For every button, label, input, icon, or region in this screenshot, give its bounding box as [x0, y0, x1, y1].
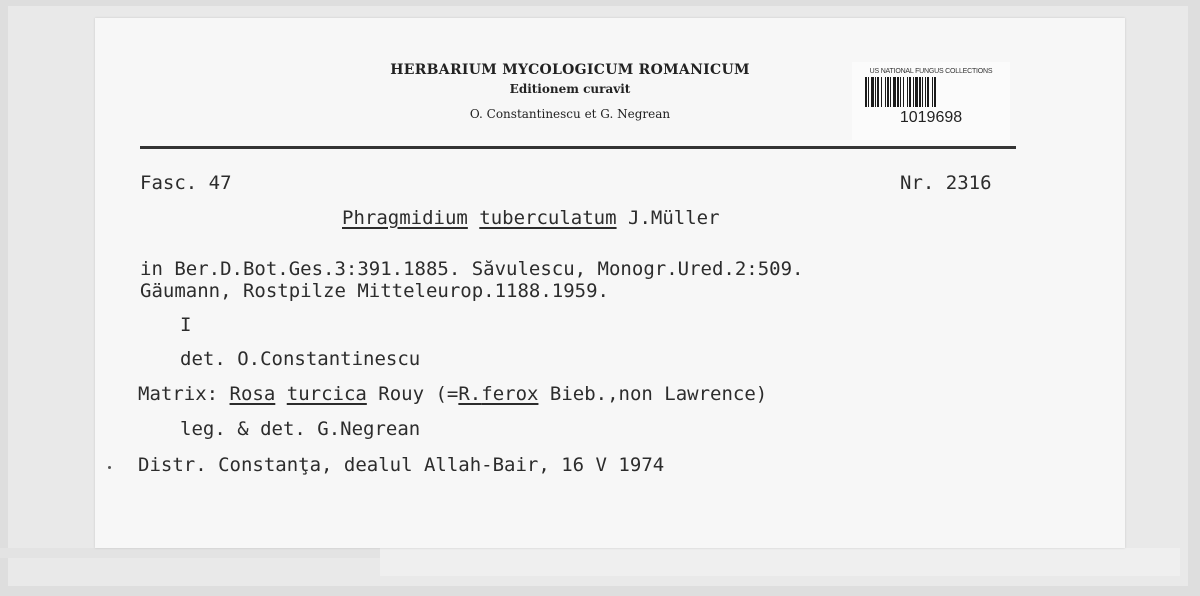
matrix-genus: Rosa: [229, 383, 276, 405]
species-epithet: tuberculatum: [479, 207, 617, 229]
spore-stage: I: [180, 314, 192, 336]
citation-line: Gäumann, Rostpilze Mitteleurop.1188.1959.: [140, 280, 609, 302]
barcode-number: 1019698: [899, 109, 963, 126]
matrix-line: [138, 383, 767, 405]
species-name: [342, 207, 720, 229]
herbarium-title: HERBARIUM MYCOLOGICUM ROMANICUM: [390, 62, 750, 78]
header-divider: [140, 146, 1016, 149]
citation-line: in Ber.D.Bot.Ges.3:391.1885. Săvulescu, Monogr.Ured.2:509.: [140, 258, 804, 280]
barcode-label: [852, 62, 1010, 140]
herbarium-editors: O. Constantinescu et G. Negrean: [469, 107, 671, 121]
label-header: [300, 60, 840, 126]
fascicle-number: Fasc. 47: [140, 172, 232, 194]
locality: Distr. Constanţa, dealul Allah-Bair, 16 V 1974: [138, 454, 665, 476]
matrix-rest: Bieb.,non Lawrence): [549, 383, 768, 405]
matrix-syn-epithet: ferox: [481, 383, 539, 405]
matrix-epithet: turcica: [286, 383, 367, 405]
matrix-syn-genus: R.: [458, 383, 482, 405]
matrix-author: Rouy (=: [378, 383, 459, 405]
matrix-prefix: Matrix:: [138, 383, 219, 405]
barcode-caption: US NATIONAL FUNGUS COLLECTIONS: [869, 68, 993, 75]
specimen-number: Nr. 2316: [900, 172, 992, 194]
collector: leg. & det. G.Negrean: [180, 418, 421, 440]
paper-edge: [0, 548, 380, 558]
herbarium-subtitle: Editionem curavit: [509, 82, 631, 96]
paper-edge: [380, 548, 1180, 576]
species-genus: Phragmidium: [342, 207, 468, 229]
barcode-icon: [863, 77, 999, 107]
species-author: J.Müller: [628, 207, 720, 229]
determiner: det. O.Constantinescu: [180, 348, 421, 370]
ink-dot: [108, 466, 111, 469]
